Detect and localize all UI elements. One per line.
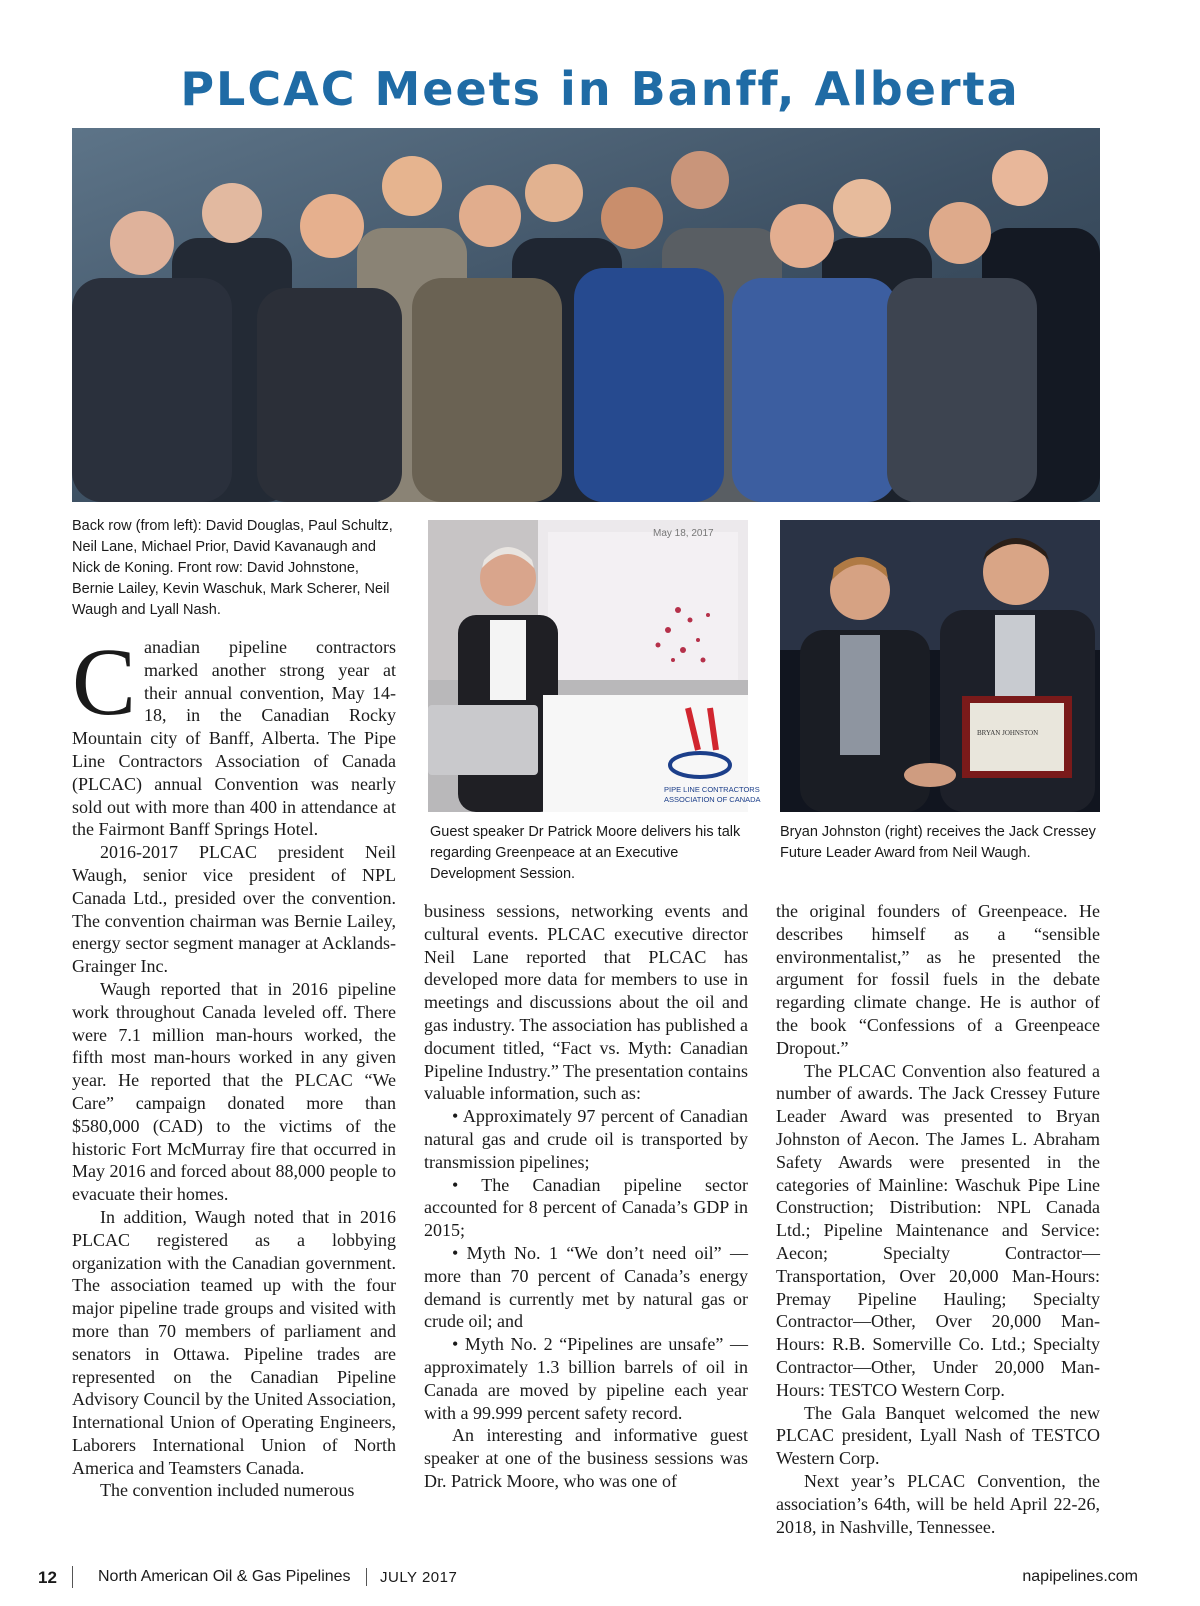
article-paragraph-3: Waugh reported that in 2016 pipeline work throughout Canada leveled off. There were 7.1 million man-hours worked, the fifth most man-hours worked in any given year. He reported that the PLCAC “We Care” campaign donated more than $580,000 (CAD) to the victims of the historic Fort McMurray fire that occurred in May 2016 and forced about 88,000 people to evacuate their homes. <box>72 978 396 1205</box>
article-paragraph-9: Next year’s PLCAC Convention, the association’s 64th, will be held April 22-26, 2018, in Nashville, Tennessee. <box>776 1470 1100 1537</box>
podium-sign-line1: PIPE LINE CONTRACTORS <box>664 785 760 794</box>
bullet-1: • Approximately 97 percent of Canadian natural gas and crude oil is transported by transmission pipelines; <box>424 1106 748 1172</box>
bullet-4: • Myth No. 2 “Pipelines are unsafe” — approximately 1.3 billion barrels of oil in Canada are moved by pipeline each year with a 99.999 percent safety record. <box>424 1334 748 1423</box>
article-paragraph-6-cont: the original founders of Greenpeace. He describes himself as a “sensible environmentalist,” as he presented the argument for fossil fuels in the debate regarding climate change. He is author of the book “Confessions of a Greenpeace Dropout.” <box>776 901 1100 1058</box>
certificate-name: BRYAN JOHNSTON <box>977 729 1039 737</box>
bullet-3: • Myth No. 1 “We don’t need oil” — more than 70 percent of Canada’s energy demand is currently met by natural gas or crude oil; and <box>424 1242 748 1332</box>
slide-date: May 18, 2017 <box>653 528 714 539</box>
article-paragraph-1: anadian pipeline contractors marked another strong year at their annual convention, May 14-18, in the Canadian Rocky Mountain city of Banff, Alberta. The Pipe Line Contractors Association of Canada (PLCAC) annual Convention was nearly sold out with more than 400 in attendance at the Fairmont Banff Springs Hotel. <box>72 637 396 840</box>
issue-date: JULY 2017 <box>380 1569 458 1586</box>
article-paragraph-8: The Gala Banquet welcomed the new PLCAC president, Lyall Nash of TESTCO Western Corp. <box>776 1402 1100 1469</box>
award-photo <box>780 520 1100 812</box>
article-paragraph-6-start: An interesting and informative guest speaker at one of the business sessions was Dr. Patrick Moore, who was one of <box>424 1425 748 1491</box>
article-paragraph-5-cont: business sessions, networking events and cultural events. PLCAC executive director Neil Lane reported that PLCAC has developed more data for members to use in meetings and discussions about the oil and gas industry. The association has published a document titled, “Fact vs. Myth: Canadian Pipeline Industry.” The presentation contains valuable information, such as: <box>424 901 748 1104</box>
article-paragraph-2: 2016-2017 PLCAC president Neil Waugh, senior vice president of NPL Canada Ltd., presided over the convention. The convention chairman was Bernie Lailey, energy sector segment manager at Acklands-Grainger Inc. <box>72 842 396 977</box>
drop-cap: C <box>72 628 137 735</box>
article-column-1 <box>72 628 396 1502</box>
website-link[interactable]: napipelines.com <box>1022 1568 1138 1585</box>
footer-divider <box>366 1568 367 1586</box>
page-number: 12 <box>38 1568 57 1587</box>
article-paragraph-7: The PLCAC Convention also featured a number of awards. The Jack Cressey Future Leader Award was presented to Bryan Johnston of Aecon. The James L. Abraham Safety Awards were presented in the categories of Mainline: Waschuk Pipe Line Construction; Distribution: NPL Canada Ltd.; Pipeline Maintenance and Service: Aecon; Specialty Contractor—Transportation, Over 20,000 Man-Hours: Premay Pipeline Hauling; Specialty Contractor—Other, Over 20,000 Man-Hours: R.B. Somerville Co. Ltd.; Specialty Contractor—Other, Under 20,000 Man-Hours: TESTCO Western Corp. <box>776 1060 1100 1400</box>
group-photo-caption: Back row (from left): David Douglas, Paul Schultz, Neil Lane, Michael Prior, David Kavanaugh and Nick de Koning. Front row: David Johnstone, Bernie Lailey, Kevin Waschuk, Mark Scherer, Neil Waugh and Lyall Nash. <box>72 518 393 618</box>
speaker-photo <box>428 520 761 812</box>
article-column-3 <box>776 900 1100 1538</box>
award-photo-caption: Bryan Johnston (right) receives the Jack Cressey Future Leader Award from Neil Waugh. <box>780 824 1096 861</box>
podium-sign-line2: ASSOCIATION OF CANADA <box>664 795 761 804</box>
article-paragraph-4: In addition, Waugh noted that in 2016 PLCAC registered as a lobbying organization with the Canadian government. The association teamed up with the four major pipeline trade groups and visited with more than 70 members of parliament and senators in Ottawa. Pipeline trades are represented on the Canadian Pipeline Advisory Council by the United Association, International Union of Operating Engineers, Laborers International Union of North America and Teamsters Canada. <box>72 1206 396 1478</box>
article-column-2 <box>424 900 748 1493</box>
group-photo <box>72 128 1100 502</box>
footer-divider <box>72 1566 73 1588</box>
article-paragraph-5-start: The convention included numerous <box>100 1480 355 1501</box>
publication-name: North American Oil & Gas Pipelines <box>98 1568 351 1585</box>
page-title: PLCAC Meets in Banff, Alberta <box>180 62 1020 116</box>
speaker-photo-caption: Guest speaker Dr Patrick Moore delivers his talk regarding Greenpeace at an Executive Development Session. <box>430 824 741 882</box>
bullet-2: • The Canadian pipeline sector accounted for 8 percent of Canada’s GDP in 2015; <box>424 1174 748 1241</box>
